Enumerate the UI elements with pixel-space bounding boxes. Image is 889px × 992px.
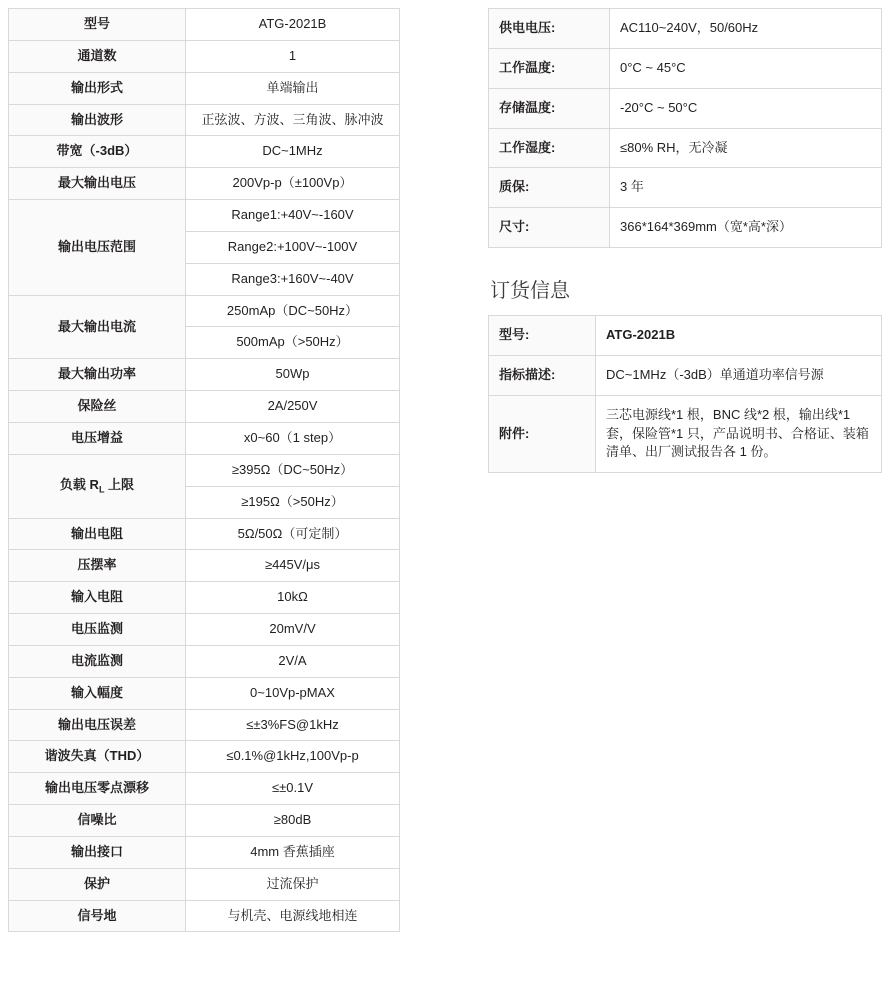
spec-key: 输出电压范围 bbox=[9, 200, 186, 296]
spec-key: 输入电阻 bbox=[9, 582, 186, 614]
order-info-body bbox=[489, 316, 882, 473]
spec-value: ≤±0.1V bbox=[186, 773, 400, 805]
spec-key: 电压监测 bbox=[9, 614, 186, 646]
spec-key: 输出电压零点漂移 bbox=[9, 773, 186, 805]
table-row bbox=[9, 9, 400, 41]
order-value: 三芯电源线*1 根，BNC 线*2 根，输出线*1 套，保险管*1 只，产品说明书、合格证、装箱清单、出厂测试报告各 1 份。 bbox=[596, 395, 882, 473]
param-key: 工作湿度: bbox=[489, 128, 610, 168]
spec-key: 输出电压误差 bbox=[9, 709, 186, 741]
table-row bbox=[9, 40, 400, 72]
table-row bbox=[9, 677, 400, 709]
spec-value: 20mV/V bbox=[186, 614, 400, 646]
spec-value: 正弦波、方波、三角波、脉冲波 bbox=[186, 104, 400, 136]
table-row bbox=[9, 295, 400, 327]
general-parameters-table bbox=[488, 8, 882, 248]
spec-value: ≥80dB bbox=[186, 805, 400, 837]
order-value: ATG-2021B bbox=[596, 316, 882, 356]
spec-value: 500mAp（>50Hz） bbox=[186, 327, 400, 359]
table-row bbox=[489, 128, 882, 168]
table-row bbox=[9, 168, 400, 200]
spec-value: 过流保护 bbox=[186, 868, 400, 900]
spec-value: 2V/A bbox=[186, 645, 400, 677]
spec-key: 压摆率 bbox=[9, 550, 186, 582]
spec-key: 输出形式 bbox=[9, 72, 186, 104]
spec-value: 250mAp（DC~50Hz） bbox=[186, 295, 400, 327]
spec-value: 200Vp-p（±100Vp） bbox=[186, 168, 400, 200]
table-row bbox=[9, 836, 400, 868]
param-value: AC110~240V，50/60Hz bbox=[610, 9, 882, 49]
param-value: 3 年 bbox=[610, 168, 882, 208]
spec-value: 0~10Vp-pMAX bbox=[186, 677, 400, 709]
param-key: 供电电压: bbox=[489, 9, 610, 49]
spec-key: 输出波形 bbox=[9, 104, 186, 136]
specification-table-body bbox=[9, 9, 400, 932]
spec-key: 最大输出电压 bbox=[9, 168, 186, 200]
spec-value: 与机壳、电源线地相连 bbox=[186, 900, 400, 932]
table-row bbox=[9, 550, 400, 582]
spec-key: 通道数 bbox=[9, 40, 186, 72]
spec-key: 谐波失真（THD） bbox=[9, 741, 186, 773]
spec-value: 5Ω/50Ω（可定制） bbox=[186, 518, 400, 550]
table-row bbox=[9, 805, 400, 837]
table-row bbox=[489, 48, 882, 88]
spec-value: 1 bbox=[186, 40, 400, 72]
table-row bbox=[9, 614, 400, 646]
specification-table-container bbox=[8, 8, 400, 932]
spec-value: DC~1MHz bbox=[186, 136, 400, 168]
spec-key bbox=[9, 454, 186, 518]
spec-key: 最大输出功率 bbox=[9, 359, 186, 391]
spec-value: 50Wp bbox=[186, 359, 400, 391]
table-row bbox=[489, 355, 882, 395]
table-row bbox=[489, 88, 882, 128]
table-row bbox=[9, 422, 400, 454]
param-value: 0°C ~ 45°C bbox=[610, 48, 882, 88]
spec-key: 电压增益 bbox=[9, 422, 186, 454]
spec-value: Range1:+40V~-160V bbox=[186, 200, 400, 232]
spec-value: ≤±3%FS@1kHz bbox=[186, 709, 400, 741]
spec-key: 输出电阻 bbox=[9, 518, 186, 550]
table-row bbox=[9, 709, 400, 741]
table-row bbox=[9, 136, 400, 168]
spec-value: 2A/250V bbox=[186, 391, 400, 423]
spec-key: 带宽（-3dB） bbox=[9, 136, 186, 168]
param-key: 工作温度: bbox=[489, 48, 610, 88]
table-row bbox=[9, 741, 400, 773]
order-value: DC~1MHz（-3dB）单通道功率信号源 bbox=[596, 355, 882, 395]
param-value: -20°C ~ 50°C bbox=[610, 88, 882, 128]
spec-value: Range2:+100V~-100V bbox=[186, 231, 400, 263]
general-parameters-body bbox=[489, 9, 882, 248]
spec-key-tail: 上限 bbox=[104, 476, 135, 492]
param-value: 366*164*369mm（宽*高*深） bbox=[610, 208, 882, 248]
param-key: 尺寸: bbox=[489, 208, 610, 248]
spec-key: 信号地 bbox=[9, 900, 186, 932]
spec-value: ≥195Ω（>50Hz） bbox=[186, 486, 400, 518]
spec-value: ≤0.1%@1kHz,100Vp-p bbox=[186, 741, 400, 773]
spec-value: 10kΩ bbox=[186, 582, 400, 614]
order-key: 附件: bbox=[489, 395, 596, 473]
table-row bbox=[9, 391, 400, 423]
table-row bbox=[9, 868, 400, 900]
table-row bbox=[489, 9, 882, 49]
spec-key: 输出接口 bbox=[9, 836, 186, 868]
param-key: 质保: bbox=[489, 168, 610, 208]
table-row bbox=[9, 518, 400, 550]
table-row bbox=[489, 395, 882, 473]
table-row bbox=[9, 359, 400, 391]
param-key: 存储温度: bbox=[489, 88, 610, 128]
spec-value: x0~60（1 step） bbox=[186, 422, 400, 454]
table-row bbox=[9, 72, 400, 104]
specification-table bbox=[8, 8, 400, 932]
spec-value: ≥445V/μs bbox=[186, 550, 400, 582]
spec-key-subscript: L bbox=[98, 484, 105, 495]
spec-key: 信噪比 bbox=[9, 805, 186, 837]
spec-value: 单端输出 bbox=[186, 72, 400, 104]
table-row bbox=[489, 208, 882, 248]
table-row bbox=[9, 104, 400, 136]
param-value: ≤80% RH，无冷凝 bbox=[610, 128, 882, 168]
spec-key: 最大输出电流 bbox=[9, 295, 186, 359]
order-info-table bbox=[488, 315, 882, 473]
spec-value: Range3:+160V~-40V bbox=[186, 263, 400, 295]
spec-value: ATG-2021B bbox=[186, 9, 400, 41]
table-row bbox=[9, 773, 400, 805]
table-row bbox=[9, 582, 400, 614]
spec-key: 保险丝 bbox=[9, 391, 186, 423]
spec-key: 电流监测 bbox=[9, 645, 186, 677]
spec-key: 保护 bbox=[9, 868, 186, 900]
spec-value: ≥395Ω（DC~50Hz） bbox=[186, 454, 400, 486]
order-info-title: 订货信息 bbox=[490, 280, 570, 303]
table-row bbox=[9, 454, 400, 486]
table-row bbox=[9, 645, 400, 677]
spec-key: 输入幅度 bbox=[9, 677, 186, 709]
table-row bbox=[489, 316, 882, 356]
spec-value: 4mm 香蕉插座 bbox=[186, 836, 400, 868]
table-row bbox=[9, 900, 400, 932]
right-column bbox=[488, 8, 882, 473]
table-row bbox=[489, 168, 882, 208]
spec-key-main: 负载 R bbox=[59, 476, 99, 492]
spec-key: 型号 bbox=[9, 9, 186, 41]
table-row bbox=[9, 200, 400, 232]
order-key: 型号: bbox=[489, 316, 596, 356]
order-key: 指标描述: bbox=[489, 355, 596, 395]
